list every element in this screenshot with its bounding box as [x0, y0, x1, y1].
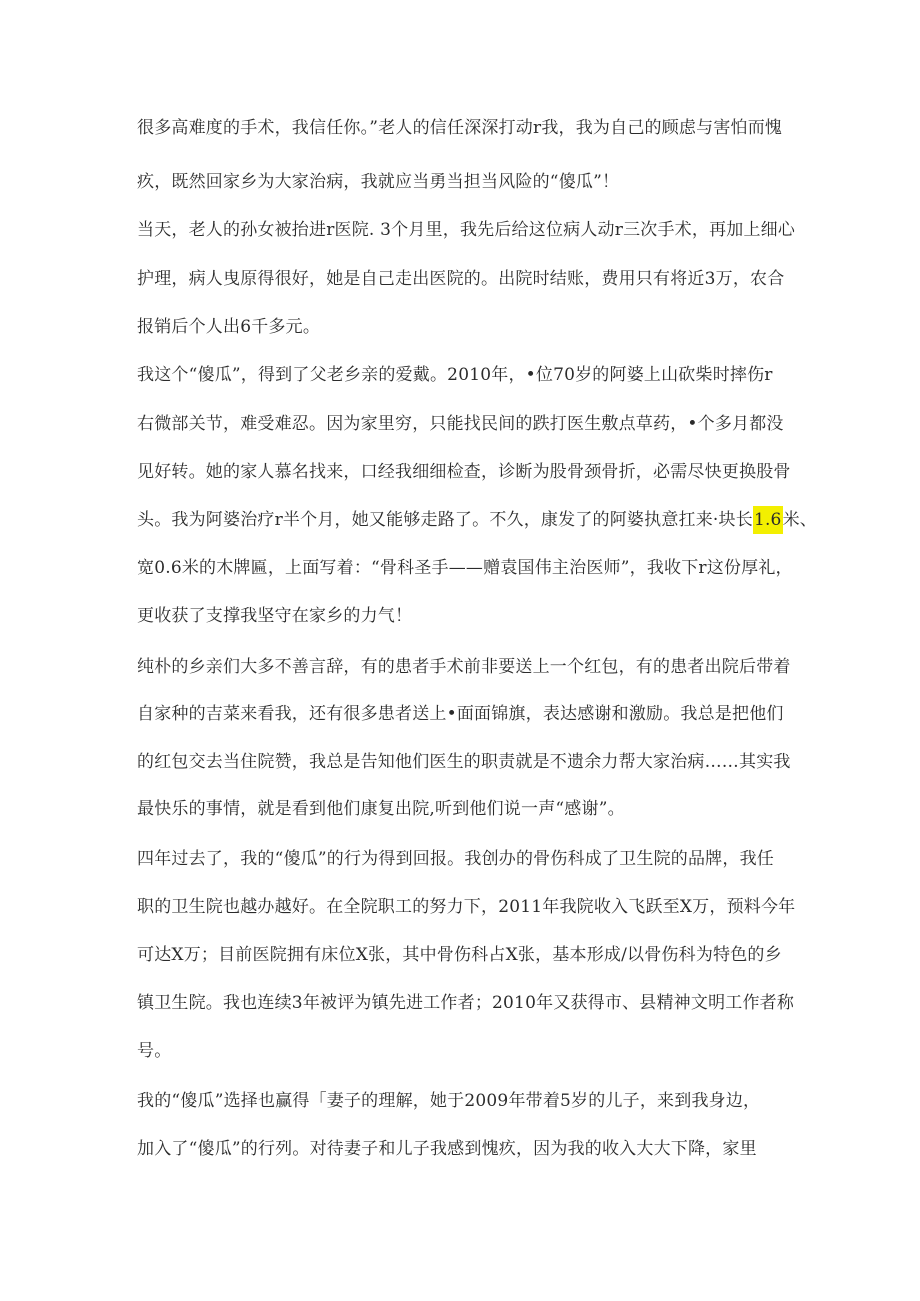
- text-line: 我的“傻瓜”选择也赢得「妻子的理解，她于2009年带着5岁的儿子，来到我身边，: [137, 1091, 761, 1111]
- text-line: 很多高难度的手术，我信任你。”老人的信任深深打动r我，我为自己的顾虑与害怕而愧: [137, 118, 783, 138]
- line-text-before-highlight: 头。我为阿婆治疗r半个月，她又能够走路了。不久，康发了的阿婆执意扛来·块长: [137, 510, 753, 530]
- text-line: 纯朴的乡亲们大多不善言辞，有的患者手术前非要送上一个红包，有的患者出院后带着: [137, 657, 791, 677]
- line-text-after-highlight: 米、: [782, 510, 817, 530]
- text-line: [137, 508, 817, 532]
- text-line: 宽0.6米的木牌匾，上面写着：“骨科圣手——赠袁国伟主治医师”，我收下r这份厚礼，: [137, 558, 793, 578]
- text-line: 我这个“傻瓜”，得到了父老乡亲的爱戴。2010年，•位70岁的阿婆上山砍柴时摔伤r: [137, 365, 773, 385]
- text-line: 疚，既然回家乡为大家治病，我就应当勇当担当风险的“傻瓜”！: [137, 172, 620, 192]
- highlighted-text: 1.6: [753, 506, 783, 534]
- text-line: 职的卫生院也越办越好。在全院职工的努力下，2011年我院收入飞跃至X万，预料今年: [137, 897, 796, 917]
- text-line: 当天，老人的孙女被抬进r医院. 3个月里，我先后给这位病人动r三次手术，再加上细心: [137, 220, 796, 240]
- text-line: 右微部关节，难受难忍。因为家里穷，只能找民间的跌打医生敷点草药，•个多月都没: [137, 414, 784, 434]
- text-line: 最快乐的事情，就是看到他们康复出院,听到他们说一声“感谢”。: [137, 799, 625, 819]
- text-line: 加入了“傻瓜”的行列。对待妻子和儿子我感到愧疚，因为我的收入大大下降，家里: [137, 1139, 757, 1159]
- text-line: 报销后个人出6千多元。: [137, 317, 321, 337]
- text-line: 更收获了支撑我坚守在家乡的力气！: [137, 606, 413, 626]
- text-line: 镇卫生院。我也连续3年被评为镇先进工作者；2010年又获得市、县精神文明工作者称: [137, 993, 795, 1013]
- text-line: 的红包交去当住院赞，我总是告知他们医生的职责就是不遗余力帮大家治病……其实我: [137, 752, 791, 772]
- text-line: 护理，病人曳原得很好，她是自己走出医院的。出院时结账，费用只有将近3万，农合: [137, 269, 785, 289]
- text-line: 见好转。她的家人慕名找来，口经我细细检查，诊断为股骨颈骨折，必需尽快更换股骨: [137, 462, 791, 482]
- text-line: 自家种的吉菜来看我，还有很多患者送上•面面锦旗，表达感谢和激励。我总是把他们: [137, 704, 784, 724]
- text-line: 号。: [137, 1041, 172, 1061]
- text-line: 四年过去了，我的“傻瓜”的行为得到回报。我创办的骨伤科成了卫生院的品牌，我任: [137, 849, 774, 869]
- text-line: 可达X万；目前医院拥有床位X张，其中骨伤科占X张，基本形成/以骨伤科为特色的乡: [137, 945, 782, 965]
